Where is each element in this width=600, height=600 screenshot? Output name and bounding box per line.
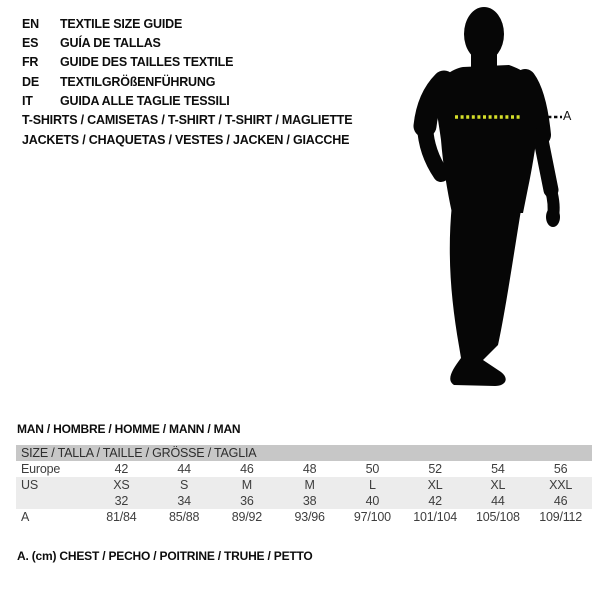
language-row [22,53,233,72]
row-label: A [21,510,30,524]
size-cell: 101/104 [413,510,458,524]
language-code: IT [22,93,33,108]
size-table [16,445,592,525]
silhouette-torso [436,65,541,213]
size-cell: XS [113,478,130,492]
language-code: EN [22,17,39,31]
language-label: GUÍA DE TALLAS [60,36,161,51]
size-cell: 42 [114,462,129,476]
size-cell: 52 [428,462,442,476]
size-cell: 34 [177,494,191,508]
size-cell: 50 [365,462,380,476]
size-cell: M [241,478,252,492]
silhouette-head [464,7,504,61]
category-tshirts: T-SHIRTS / CAMISETAS / T-SHIRT / T-SHIRT / MAGLIETTE [22,113,353,127]
silhouette-left-upper-arm [425,82,444,126]
language-row [22,73,233,92]
row-label [16,493,90,509]
silhouette-legs [450,204,522,386]
language-code: DE [22,74,39,89]
size-cell: 46 [553,494,568,508]
language-label: GUIDE DES TAILLES TEXTILE [60,55,234,70]
silhouette-right-hand [551,190,554,216]
section-title: MAN / HOMBRE / HOMME / MANN / MAN [17,422,241,436]
table-row-europe [16,461,592,477]
category-jackets: JACKETS / CHAQUETAS / VESTES / JACKEN / GIACCHE [22,133,350,147]
language-row [22,15,233,34]
silhouette-right-forearm [540,135,551,190]
language-row [22,92,233,111]
silhouette-neck [471,42,497,70]
size-table-header: SIZE / TALLA / TAILLE / GRÖSSE / TAGLIA [16,445,592,461]
language-code: FR [22,55,39,70]
size-cell: 81/84 [106,510,137,524]
size-table-header-row [16,445,592,461]
size-cell: XL [490,478,506,492]
category-lines [22,110,352,150]
size-cell: 32 [114,494,129,508]
size-cell: M [304,478,315,492]
silhouette-right-upper-arm [525,80,540,135]
size-cell: 42 [428,494,442,508]
table-row-numeric [16,493,592,509]
size-cell: 54 [491,462,505,476]
size-cell: 105/108 [475,510,520,524]
size-cell: XXL [549,478,573,492]
language-row [22,34,233,53]
size-cell: 40 [365,494,380,508]
language-label: TEXTILE SIZE GUIDE [60,17,183,31]
language-code: ES [22,36,39,51]
size-cell: 48 [302,462,317,476]
table-row-us [16,477,592,493]
language-label: GUIDA ALLE TAGLIE TESSILI [60,93,230,108]
size-cell: 85/88 [168,510,200,524]
table-row-chest-cm [16,509,592,525]
size-cell: S [180,478,189,492]
row-label: Europe [21,462,61,476]
size-cell: 46 [240,462,254,476]
size-cell: 36 [240,494,254,508]
size-cell: 109/112 [539,510,583,524]
language-label: TEXTILGRÖßENFÜHRUNG [60,74,216,89]
size-cell: 93/96 [294,510,325,524]
silhouette-left-forearm [425,126,441,174]
language-list [22,15,233,111]
size-cell: 44 [491,494,505,508]
measure-footnote: A. (cm) CHEST / PECHO / POITRINE / TRUHE / PETTO [17,549,313,563]
measure-label-a: A [563,109,572,123]
size-cell: 97/100 [353,510,391,524]
row-label: US [21,478,38,492]
size-cell: 38 [302,494,317,508]
size-cell: XL [427,478,443,492]
size-cell: 89/92 [231,510,263,524]
silhouette-right-hand-tip [546,207,560,227]
size-cell: L [368,478,376,492]
size-cell: 56 [553,462,568,476]
size-cell: 44 [177,462,191,476]
